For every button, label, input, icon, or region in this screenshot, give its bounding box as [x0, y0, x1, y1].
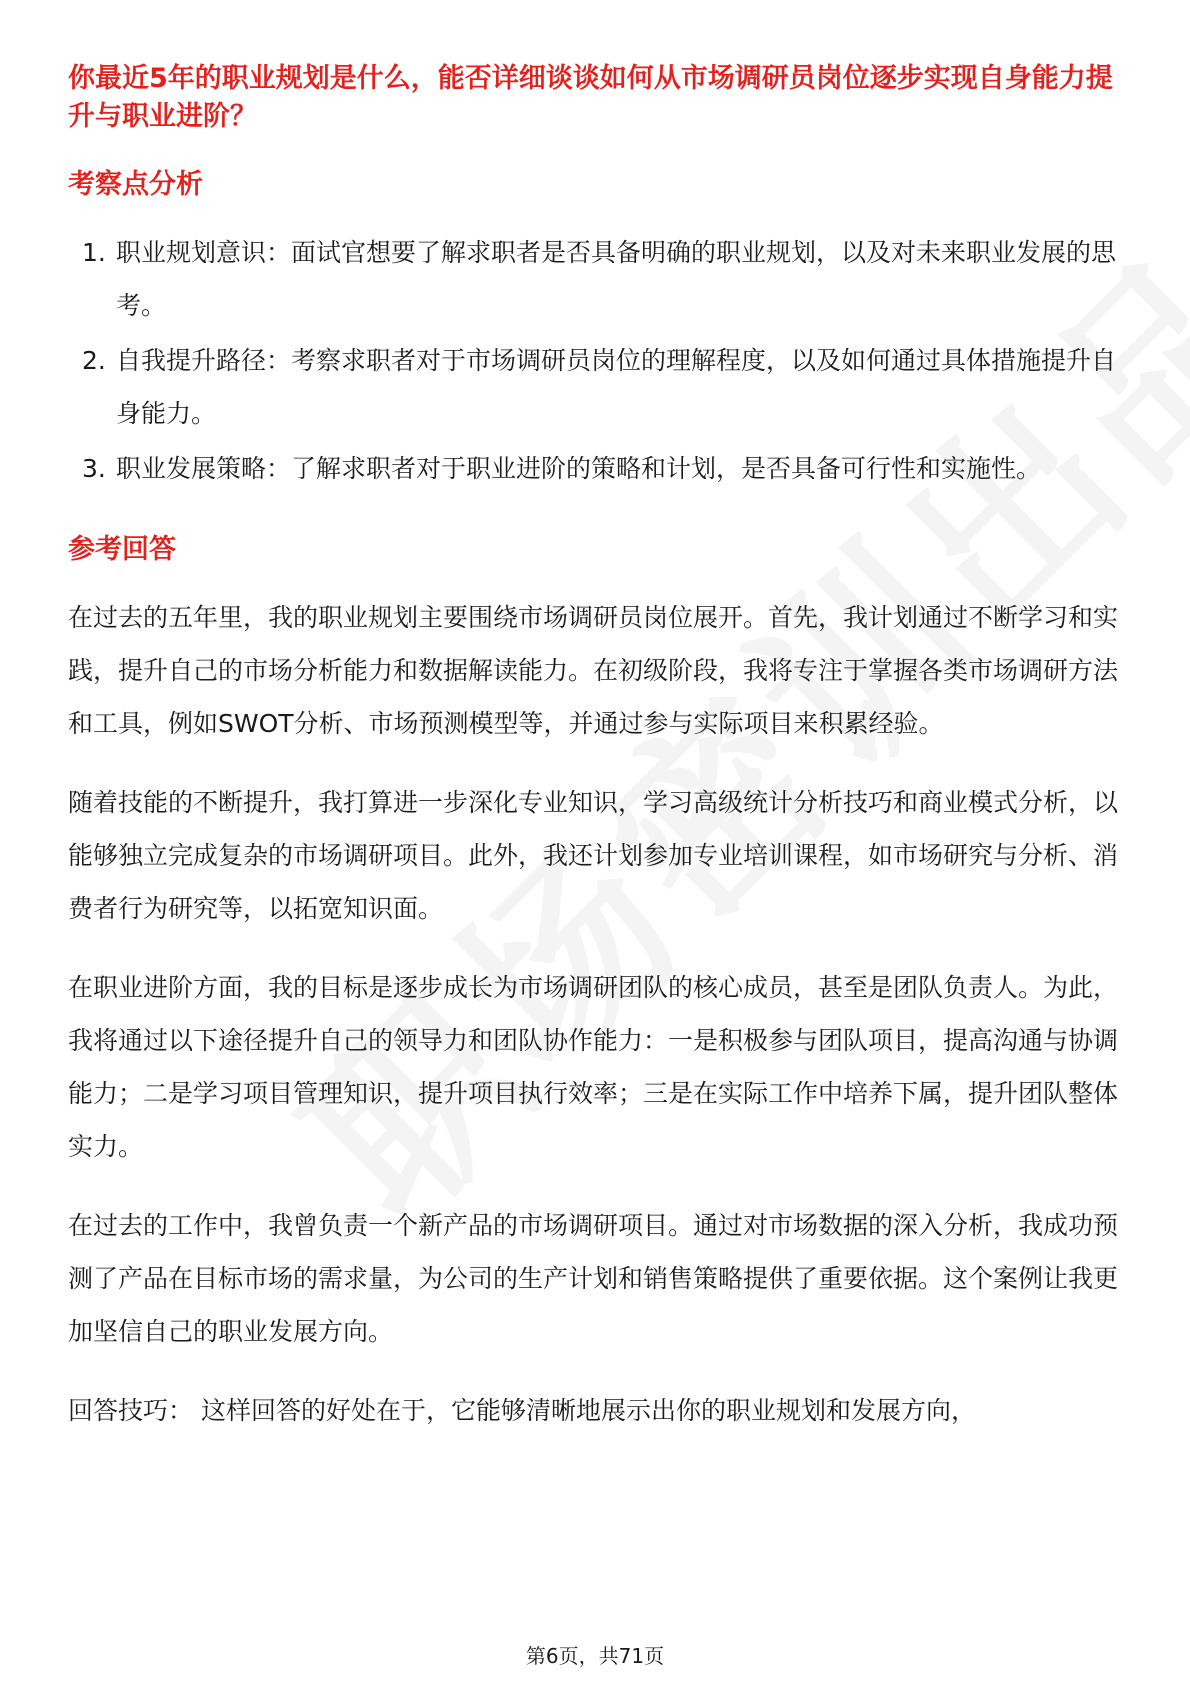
page-number-label: 第6页，共71页: [525, 1644, 665, 1668]
analysis-point: [68, 226, 1128, 332]
document-body: [68, 60, 1128, 1437]
question-title: 你最近5年的职业规划是什么，能否详细谈谈如何从市场调研员岗位逐步实现自身能力提升与职业进阶？: [68, 63, 1113, 132]
answer-paragraph: 在职业进阶方面，我的目标是逐步成长为市场调研团队的核心成员，甚至是团队负责人。为此，我将通过以下途径提升自己的领导力和团队协作能力：一是积极参与团队项目，提高沟通与协调能力；二是学习项目管理知识，提升项目执行效率；三是在实际工作中培养下属，提升团队整体实力。: [68, 973, 1119, 1161]
answer-paragraph: 在过去的工作中，我曾负责一个新产品的市场调研项目。通过对市场数据的深入分析，我成功预测了产品在目标市场的需求量，为公司的生产计划和销售策略提供了重要依据。这个案例让我更加坚信自己的职业发展方向。: [68, 1211, 1119, 1346]
answer-paragraph: 在过去的五年里，我的职业规划主要围绕市场调研员岗位展开。首先，我计划通过不断学习和实践，提升自己的市场分析能力和数据解读能力。在初级阶段，我将专注于掌握各类市场调研方法和工具，例如SWOT分析、市场预测模型等，并通过参与实际项目来积累经验。: [68, 603, 1119, 738]
page-footer: [0, 1643, 1190, 1669]
analysis-point-list: [68, 226, 1128, 495]
analysis-point: [68, 334, 1128, 440]
answer-paragraph: 随着技能的不断提升，我打算进一步深化专业知识，学习高级统计分析技巧和商业模式分析，以能够独立完成复杂的市场调研项目。此外，我还计划参加专业培训课程，如市场研究与分析、消费者行为研究等，以拓宽知识面。: [68, 788, 1119, 923]
point-text: 自我提升路径：考察求职者对于市场调研员岗位的理解程度，以及如何通过具体措施提升自身能力。: [116, 346, 1117, 428]
point-text: 职业发展策略：了解求职者对于职业进阶的策略和计划，是否具备可行性和实施性。: [116, 454, 1042, 483]
answer-tip: 回答技巧： 这样回答的好处在于，它能够清晰地展示出你的职业规划和发展方向，: [68, 1396, 976, 1425]
point-number: 3.: [82, 454, 106, 483]
point-number: 1.: [82, 238, 106, 267]
answer-heading: 参考回答: [68, 534, 176, 565]
point-number: 2.: [82, 346, 106, 375]
analysis-point: [68, 442, 1128, 495]
point-text: 职业规划意识：面试官想要了解求职者是否具备明确的职业规划，以及对未来职业发展的思考。: [116, 238, 1117, 320]
analysis-heading: 考察点分析: [68, 169, 203, 200]
